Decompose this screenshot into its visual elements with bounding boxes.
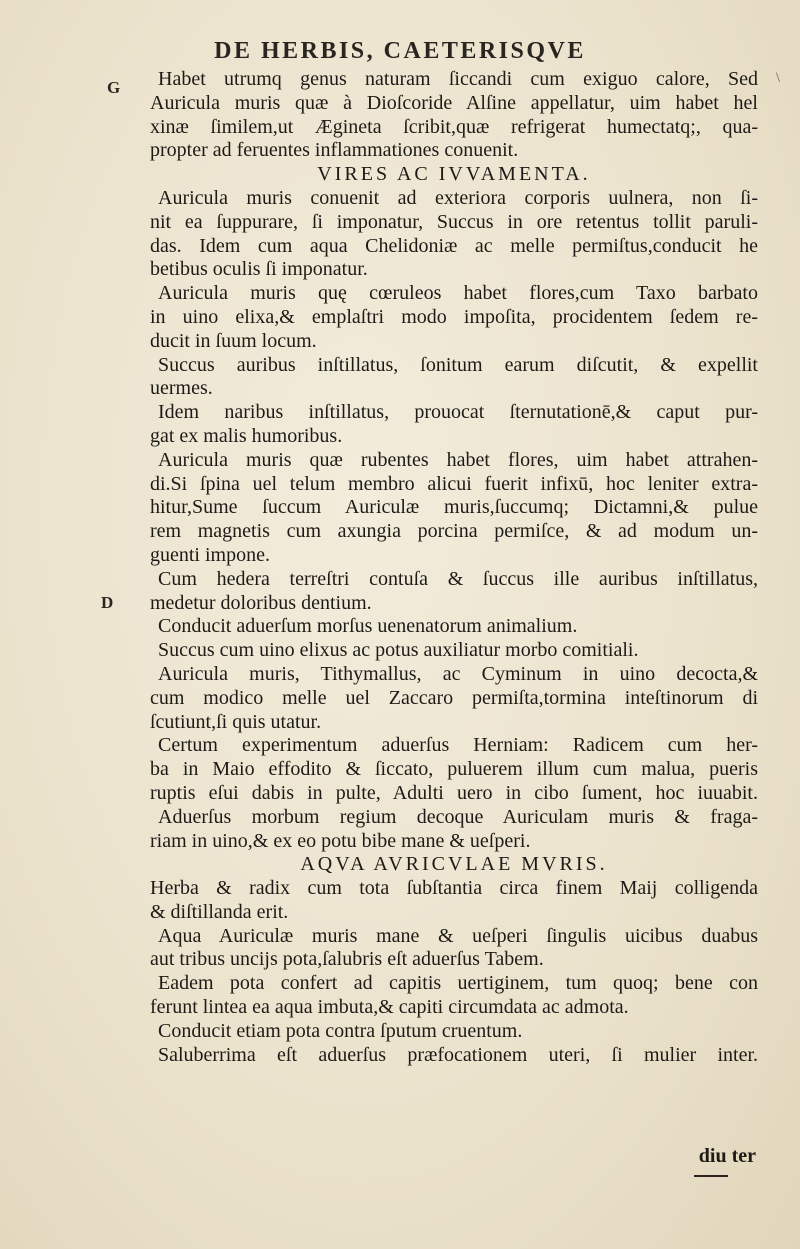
text-line: hitur,Sume ſuccum Auriculæ muris,ſuccumq; Dictamni,& pulue (150, 496, 758, 519)
text-line: xinæ ſimilem,ut Ægineta ſcribit,quæ refrigerat humectatq;, qua- (150, 115, 758, 138)
text-line: betibus oculis ſi imponatur. (150, 258, 368, 281)
page-edge-mark: \ (775, 70, 780, 86)
running-header: DE HERBIS, CAETERISQVE (214, 38, 586, 64)
text-line: Conducit etiam pota contra ſputum cruentum. (158, 1019, 523, 1042)
text-line: Aduerſus morbum regium decoque Auriculam muris & fraga- (158, 805, 758, 828)
text-line: Idem naribus inſtillatus, prouocat ſternutationē,& caput pur- (158, 401, 758, 424)
text-line: Eadem pota confert ad capitis uertiginem, tum quoq; bene con (158, 972, 758, 995)
text-line: ruptis eſui dabis in pulte, Adulti uero in cibo ſument, hoc iuuabit. (150, 781, 758, 804)
text-line: ducit in ſuum locum. (150, 329, 317, 352)
margin-letter-g: G (107, 78, 121, 97)
text-line: Certum experimentum aduerſus Herniam: Radicem cum her- (158, 734, 758, 757)
text-line: Auricula muris quæ à Dioſcoride Alſine appellatur, uim habet hel (150, 91, 758, 114)
text-line: Aqua Auriculæ muris mane & ueſperi ſingulis uicibus duabus (158, 924, 758, 947)
section-heading: AQVA AVRICVLAE MVRIS. (300, 853, 608, 876)
text-line: & diſtillanda erit. (150, 900, 289, 923)
text-line: ſcutiunt,ſi quis utatur. (150, 710, 322, 733)
text-line: ba in Maio effodito & ſiccato, puluerem illum cum malua, pueris (150, 758, 758, 781)
text-line: medetur doloribus dentium. (150, 591, 372, 614)
text-line: uermes. (150, 377, 213, 400)
text-line: guenti impone. (150, 543, 270, 566)
text-line: ferunt lintea ea aqua imbuta,& capiti circumdata ac admota. (150, 996, 629, 1019)
text-line: rem magnetis cum axungia porcina permiſce, & ad modum un- (150, 520, 758, 543)
text-line: Herba & radix cum tota ſubſtantia circa finem Maij colligenda (150, 877, 758, 900)
text-line: cum modico melle uel Zaccaro permiſta,tormina inteſtinorum di (150, 686, 758, 709)
text-line: nit ea ſuppurare, ſi imponatur, Succus in ore retentus tollit paruli- (150, 210, 758, 233)
text-line: gat ex malis humoribus. (150, 424, 343, 447)
text-line: Auricula muris conuenit ad exteriora corporis uulnera, non ſi- (158, 186, 758, 209)
text-line: in uino elixa,& emplaſtri modo impoſita, procidentem ſedem re- (150, 305, 758, 328)
text-line: Auricula muris quę cœruleos habet flores,cum Taxo barbato (158, 282, 758, 305)
text-line: Succus cum uino elixus ac potus auxiliatur morbo comitiali. (158, 639, 639, 662)
text-line: Auricula muris quæ rubentes habet flores, uim habet attrahen- (158, 448, 758, 471)
text-line: Auricula muris, Tithymallus, ac Cyminum in uino decocta,& (158, 662, 758, 685)
catchword: diu ter (698, 1145, 756, 1167)
text-line: Saluberrima eſt aduerſus præfocationem uteri, ſi mulier inter. (158, 1043, 758, 1066)
section-heading: VIRES AC IVVAMENTA. (317, 163, 591, 186)
text-line: das. Idem cum aqua Chelidoniæ ac melle permiſtus,conducit he (150, 234, 758, 257)
footer-rule (694, 1175, 728, 1177)
body-text (150, 68, 758, 1067)
text-line: Conducit aduerſum morſus uenenatorum animalium. (158, 615, 578, 638)
text-line: di.Si ſpina uel telum membro alicui fuerit infixū, hoc leniter extra- (150, 472, 758, 495)
text-line: riam in uino,& ex eo potu bibe mane & ueſperi. (150, 829, 531, 852)
text-line: aut tribus uncijs pota,ſalubris eſt aduerſus Tabem. (150, 948, 544, 971)
text-line: Habet utrumq genus naturam ſiccandi cum exiguo calore, Sed (158, 68, 758, 90)
text-line: Cum hedera terreſtri contuſa & ſuccus ille auribus inſtillatus, (158, 567, 758, 590)
margin-letter-d: D (101, 593, 114, 612)
text-line: propter ad feruentes inflammationes conuenit. (150, 139, 519, 162)
text-line: Succus auribus inſtillatus, ſonitum earum diſcutit, & expellit (158, 353, 758, 376)
